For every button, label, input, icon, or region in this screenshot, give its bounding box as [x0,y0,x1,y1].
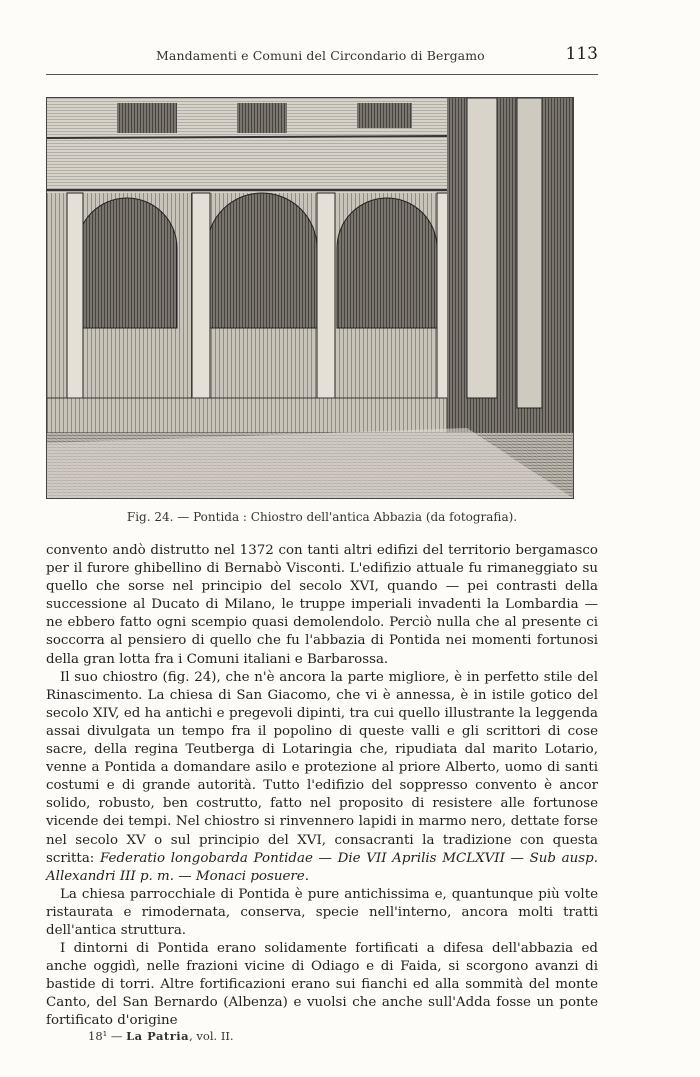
page-number: 113 [565,44,598,64]
figure-caption: Fig. 24. — Pontida : Chiostro dell'antica Abbazia (da fotografia). [126,510,518,524]
volume-label: , vol. II. [189,1029,234,1043]
signature-number: 18¹ — [88,1029,123,1043]
running-title: Mandamenti e Comuni del Circondario di Bergamo [156,48,485,63]
body-text [46,542,598,1031]
publication-name: La Patria [126,1029,190,1043]
paragraph-2 [46,669,598,886]
paragraph-4: I dintorni di Pontida erano solidamente fortificati a difesa dell'abbazia ed anche oggidì, nelle frazioni vicine di Odiago e di Faida, si scorgono avanzi di bastide di torri. Altre fortificazioni erano sui fianchi ed alla sommità del monte Canto, del San Bernardo (Albenza) e vuolsi che anche sull'Adda fosse un ponte fortificato d'origine [46,941,598,1029]
inscription-text: Federatio longobarda Pontidae — Die VII Aprilis MCLXVII — Sub ausp. Allexandri III p. m. — Monaci posuere. [46,850,598,884]
footer-signature [88,1029,234,1043]
paragraph-1: convento andò distrutto nel 1372 con tanti altri edifizi del territorio bergamasco per il furore ghibellino di Bernabò Visconti. L'edifizio attuale fu rimaneggiato su quello che sorse nel principio del secolo XVI, quando — pei contrasti della successione al Ducato di Milano, le truppe imperiali invadenti la Lombardia — ne ebbero fatto ogni scempio quasi demolendolo. Perciò nulla che al presente ci soccorra al pensiero di quello che fu l'abbazia di Pontida nei momenti fortunosi della gran lotta fra i Comuni italiani e Barbarossa. [46,543,598,667]
engraving-illustration [47,98,573,498]
paragraph-3: La chiesa parrocchiale di Pontida è pure antichissima e, quantunque più volte ristaurata e rimodernata, conserva, specie nell'interno, ancora molti tratti dell'antica struttura. [46,886,598,938]
cloister-engraving [46,97,574,499]
paragraph-2-text: Il suo chiostro (fig. 24), che n'è ancora la parte migliore, è in perfetto stile del Rinascimento. La chiesa di San Giacomo, che vi è annessa, è in istile gotico del secolo XIV, ed ha antichi e pregevoli dipinti, tra cui quello illustrante la leggenda assai divulgata un tempo fra il popolino di queste valli e gli scrittori di cose sacre, della regina Teutberga di Lotaringia che, ripudiata dal marito Lotario, venne a Pontida a domandare asilo e protezione al priore Alberto, uomo di santi costumi e di grande autorità. Tutto l'edifizio del soppresso convento è ancor solido, robusto, ben costrutto, fatto nel proposito di resistere alle fortunose vicende dei tempi. Nel chiostro si rinvennero lapidi in marmo nero, dettate forse nel secolo XV o sul principio del XVI, consacranti la tradizione con questa scritta: [46,669,598,866]
header-rule [46,74,598,75]
running-header [100,44,600,66]
